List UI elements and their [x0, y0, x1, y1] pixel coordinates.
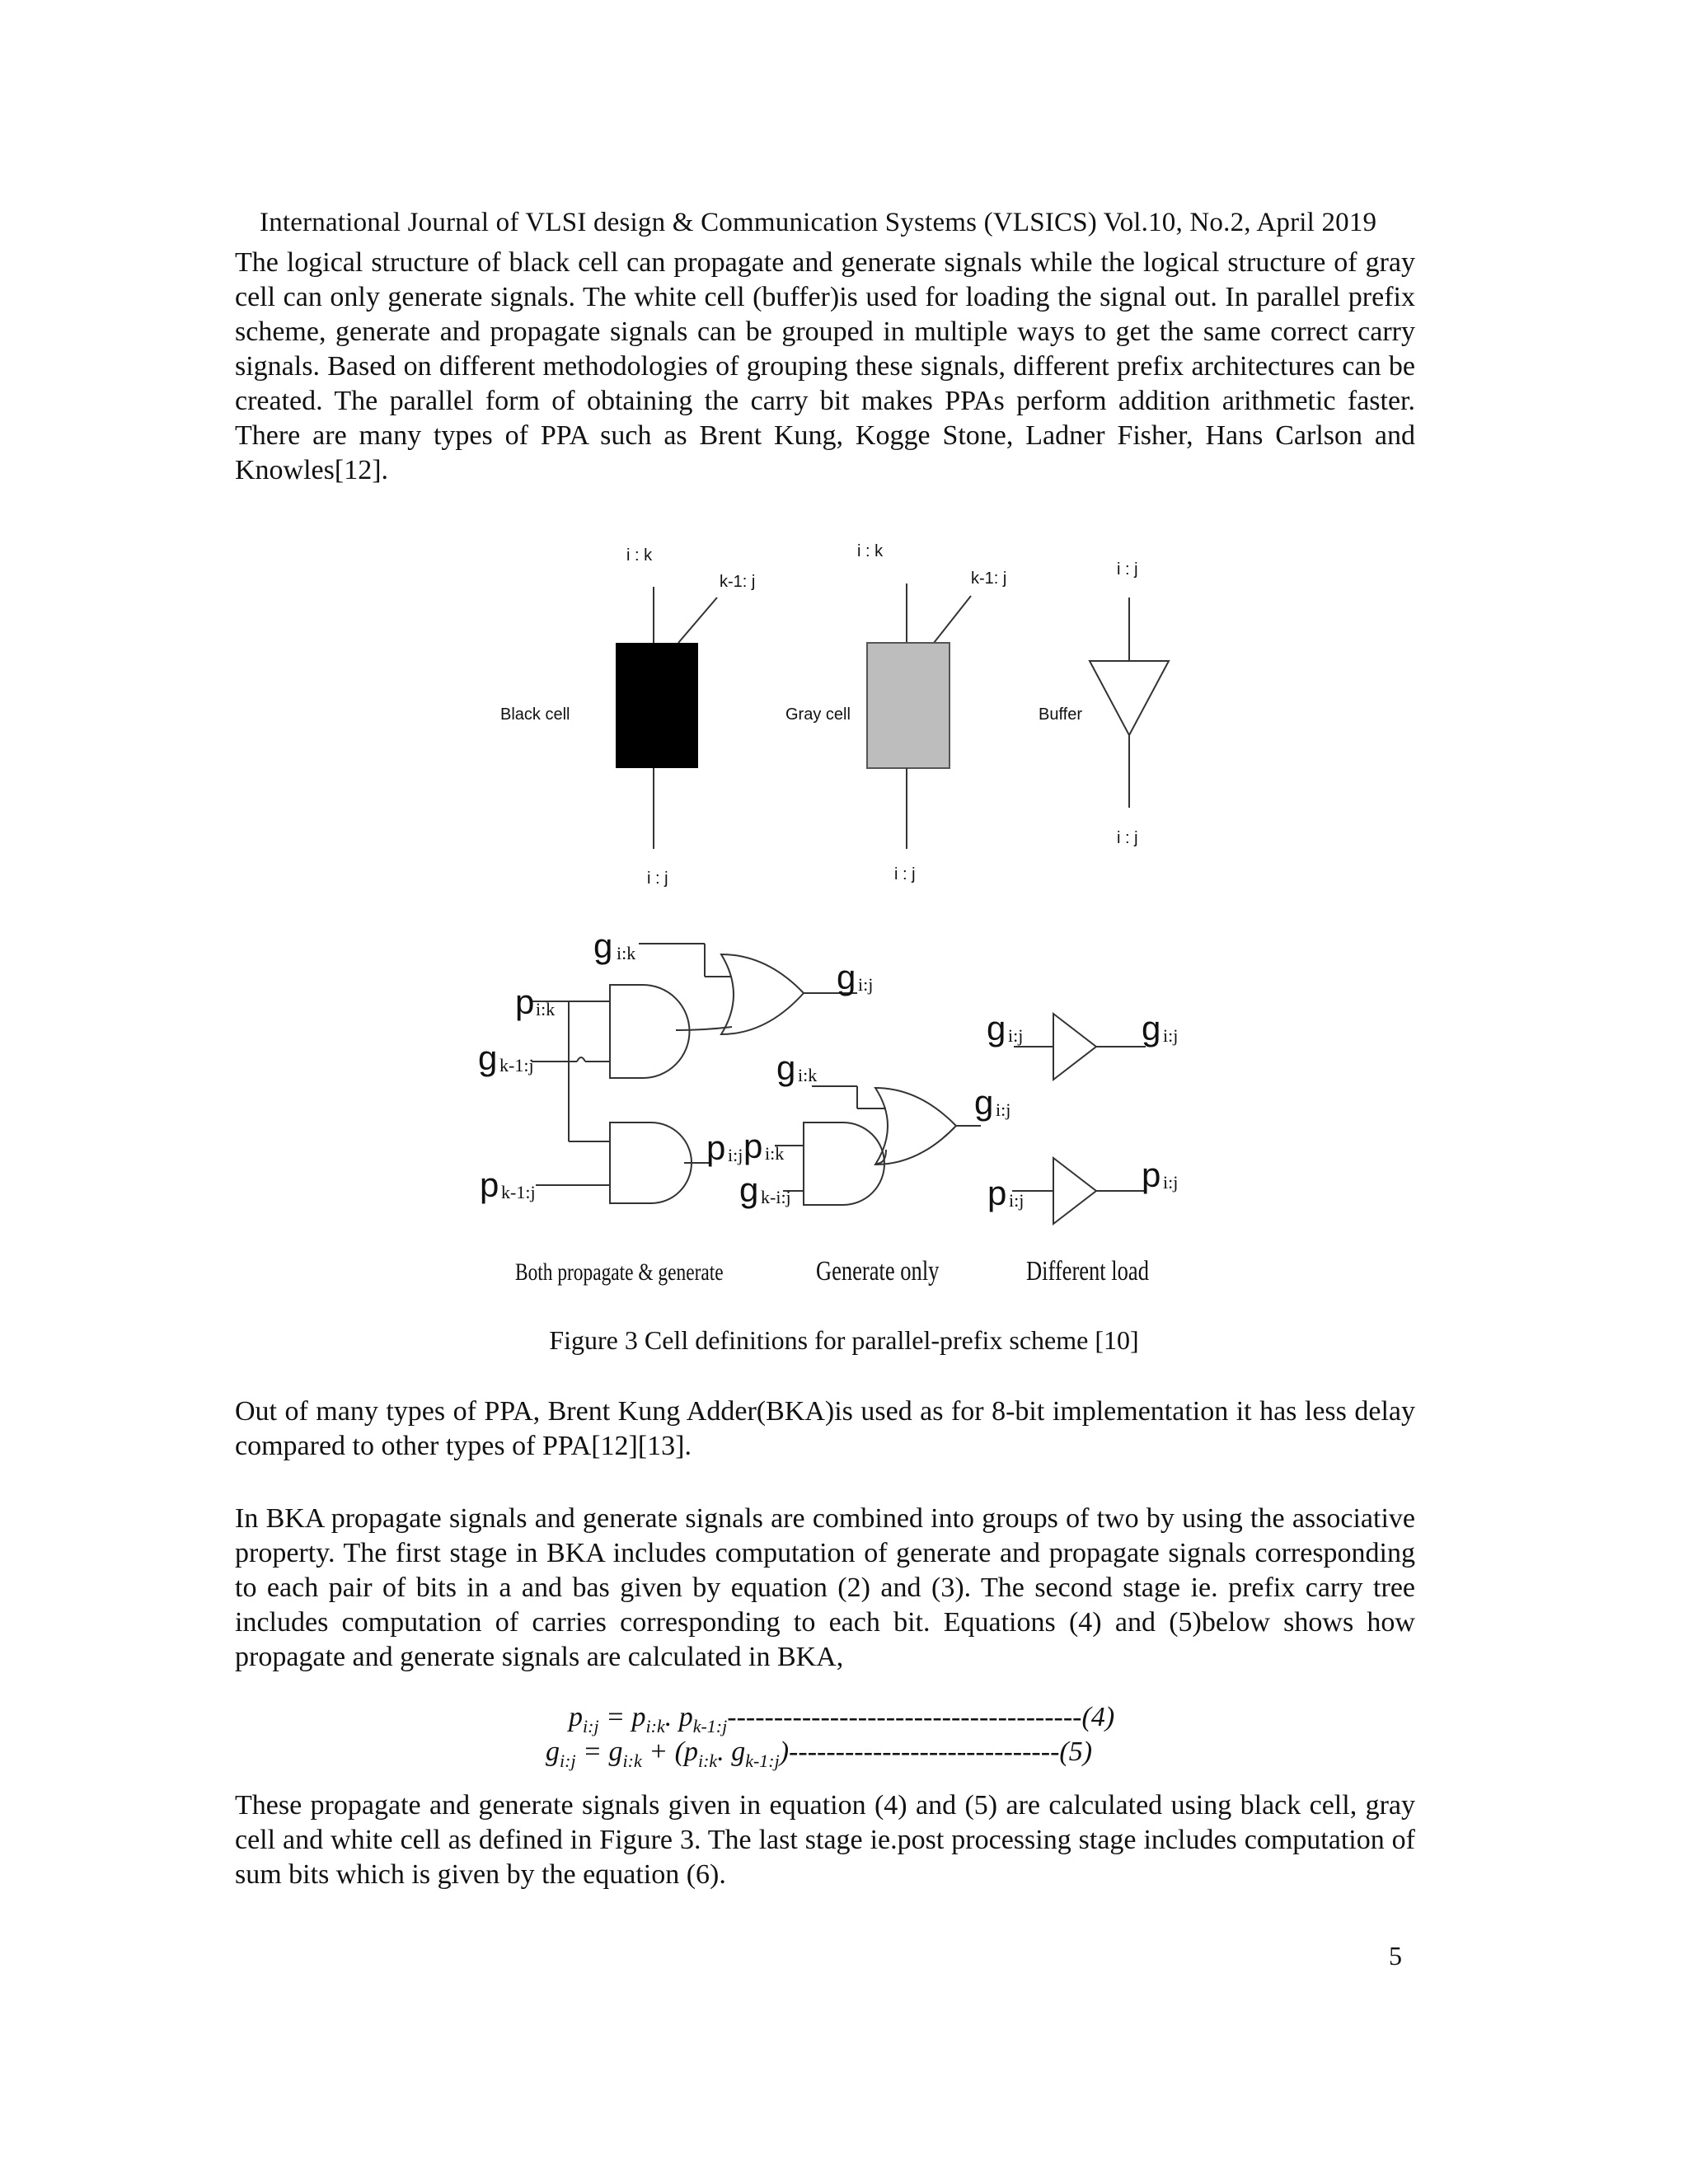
buffer-gate-1 — [1053, 1014, 1096, 1080]
and-gate-2 — [610, 1122, 692, 1203]
svg-text:k-1:j: k-1:j — [501, 1182, 536, 1202]
svg-text:g: g — [739, 1170, 759, 1209]
svg-text:k-i:j: k-i:j — [761, 1187, 791, 1207]
gray-cell-output: i : j — [894, 865, 916, 883]
svg-text:i:k: i:k — [798, 1065, 818, 1085]
paragraph-bka-stages: In BKA propagate signals and generate signals are combined into groups of two by using the associative property. The first stage in BKA includes computation of generate and propagate signals corresponding to each pair of bits in a and bas given by equation (2) and (3). The second stage ie. prefix carry tree includes computation of carries corresponding to each bit. Equations (4) and (5)below shows how propagate and generate signals are calculated in BKA, — [235, 1503, 1415, 1672]
and-gate-3 — [804, 1122, 884, 1205]
equation-5: $g_{i:j} = g_{i:k} + (p_{i:k}$. $g_{k-1:j})-----------------------------(5)$ — [546, 1736, 1093, 1771]
svg-text:i:k: i:k — [617, 943, 636, 963]
gray-cell-label: Gray cell — [785, 705, 851, 724]
svg-text:g: g — [837, 958, 856, 996]
buffer-triangle — [1090, 661, 1169, 735]
svg-text:i:j: i:j — [1008, 1025, 1024, 1046]
gray-cell-box — [867, 643, 950, 768]
svg-text:p: p — [480, 1165, 499, 1204]
svg-text:g: g — [478, 1038, 498, 1077]
or-gate-2 — [875, 1088, 956, 1165]
buffer-diagram — [1039, 560, 1169, 847]
svg-text:i:k: i:k — [765, 1143, 785, 1164]
svg-text:i:j: i:j — [1163, 1172, 1179, 1193]
equation-4: $p_{i:j} = p_{i:k}$. $p_{k-1:j}--------------------------------------(4)$ — [569, 1702, 1115, 1736]
paragraph-post-processing: These propagate and generate signals given in equation (4) and (5) are calculated using black cell, gray cell and white cell as defined in Figure 3. The last stage ie.post processing stage includes computation of sum bits which is given by the equation (6). — [235, 1790, 1415, 1890]
black-cell-diagram — [500, 546, 755, 888]
black-cell-input-k1j: k-1: j — [720, 573, 756, 591]
buffer-logic-labels — [987, 1009, 1178, 1212]
svg-text:i:k: i:k — [536, 999, 556, 1019]
svg-text:g: g — [1142, 1009, 1161, 1047]
gray-cell-logic-labels — [739, 1048, 1010, 1209]
paragraph-cell-structure: The logical structure of black cell can propagate and generate signals while the logical structure of gray cell can only generate signals. The white cell (buffer)is used for loading the signal out. In parallel prefix scheme, generate and propagate signals can be grouped in multiple ways to get the same correct carry signals. Based on different methodologies of grouping these signals, different prefix architectures can be created. The parallel form of obtaining the carry bit makes PPAs perform addition arithmetic faster. There are many types of PPA such as Brent Kung, Kogge Stone, Ladner Fisher, Hans Carlson and Knowles[12]. — [235, 247, 1415, 485]
or-gate-1 — [721, 954, 804, 1034]
svg-text:i:j: i:j — [728, 1145, 743, 1165]
svg-text:g: g — [974, 1083, 994, 1122]
svg-text:g: g — [776, 1048, 796, 1087]
journal-header: International Journal of VLSI design & Communication Systems (VLSICS) Vol.10, No.2, April 2019 — [260, 208, 1377, 237]
svg-text:i:j: i:j — [1163, 1025, 1179, 1046]
buffer-label: Buffer — [1039, 705, 1082, 724]
svg-text:g: g — [987, 1009, 1006, 1047]
gray-cell-logic — [775, 1086, 981, 1205]
buffer-logic — [1012, 1014, 1146, 1224]
buffer-gate-2 — [1053, 1158, 1096, 1224]
svg-text:k-1:j: k-1:j — [499, 1055, 534, 1076]
caption-different-load: Different load — [1025, 1254, 1149, 1286]
page-number: 5 — [1389, 1941, 1402, 1971]
svg-text:i:j: i:j — [858, 974, 874, 995]
black-cell-output: i : j — [647, 869, 668, 888]
gray-cell-input-k1j: k-1: j — [971, 569, 1007, 588]
svg-text:g: g — [593, 926, 613, 965]
buffer-output: i : j — [1117, 829, 1138, 847]
figure-caption: Figure 3 Cell definitions for parallel-prefix scheme [10] — [549, 1325, 1139, 1355]
buffer-input: i : j — [1117, 560, 1138, 579]
svg-text:p: p — [706, 1128, 726, 1167]
svg-text:i:j: i:j — [1009, 1190, 1025, 1211]
svg-text:p: p — [743, 1127, 763, 1165]
svg-text:p: p — [1142, 1155, 1161, 1194]
gray-cell-input-ik: i : k — [857, 542, 884, 560]
and-gate-1 — [610, 985, 690, 1078]
svg-text:p: p — [515, 982, 535, 1021]
paragraph-bka-choice: Out of many types of PPA, Brent Kung Adder(BKA)is used as for 8-bit implementation it has less delay compared to other types of PPA[12][13]. — [235, 1396, 1415, 1461]
black-cell-box — [616, 643, 698, 768]
svg-text:i:j: i:j — [996, 1099, 1011, 1120]
gray-cell-diagram — [785, 542, 1006, 883]
caption-generate-only: Generate only — [816, 1254, 940, 1286]
black-cell-label: Black cell — [500, 705, 570, 724]
svg-text:p: p — [987, 1174, 1007, 1212]
black-cell-input-ik: i : k — [626, 546, 653, 565]
caption-both-propagate-generate: Both propagate & generate — [515, 1258, 724, 1286]
